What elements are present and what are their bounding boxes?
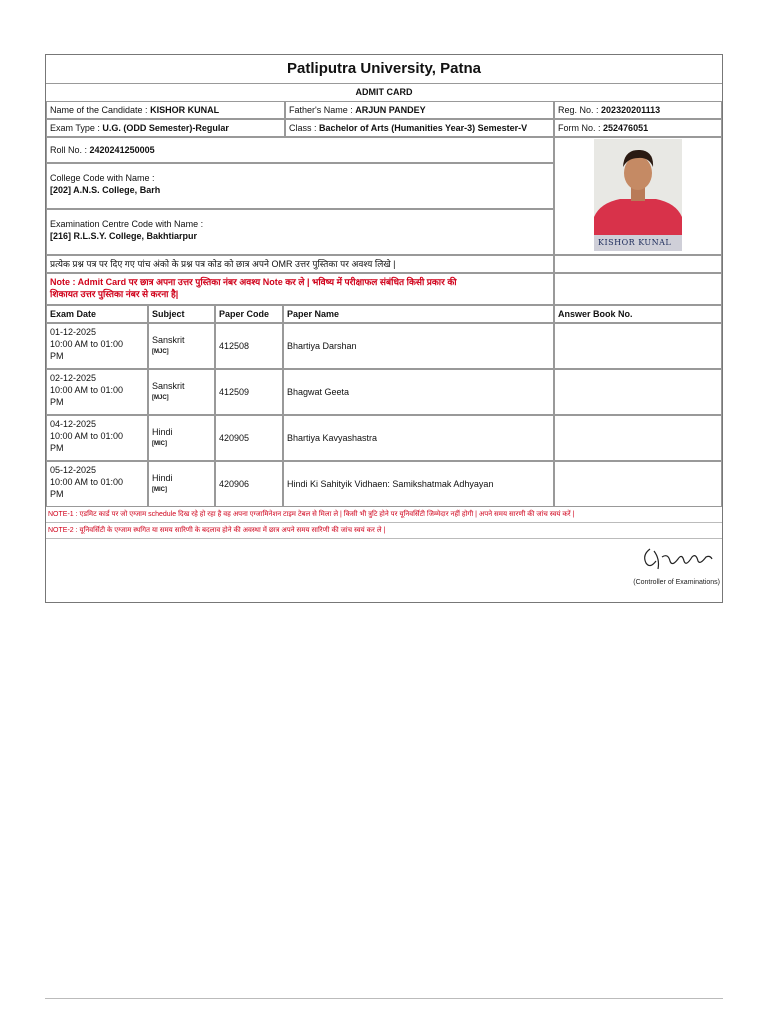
header-paper-name: Paper Name <box>283 305 554 323</box>
candidate-name-cell: Name of the Candidate : KISHOR KUNAL <box>46 101 285 119</box>
centre-name: [216] R.L.S.Y. College, Bakhtiarpur <box>50 231 198 241</box>
admit-card <box>45 54 723 603</box>
table-row-code: 420906 <box>215 461 283 507</box>
note-1: NOTE-1 : एडमिट कार्ड पर जो एग्जाम schedule दिख रहे हो रहा है वह अपना एग्जामिनेशन टाइम टेबल से मिला ले | किसी भी त्रुटि होने पर यूनिवर्सिटी जिम्मेदार नहीं होगी | अपने समय सारणी की जांच स्वयं करें | <box>48 511 575 518</box>
table-row-subject: Sanskrit [MJC] <box>148 323 215 369</box>
answer-book-note: Note : Admit Card पर छात्र अपना उत्तर पुस्तिका नंबर अवश्य Note कर ले | भविष्य में परीक्षाफल संबंधित किसी प्रकार की शिकायत उत्तर पुस्तिका नंबर से करना है| <box>46 273 554 305</box>
note-2: NOTE-2 : यूनिवर्सिटी के एग्जाम स्थगित या समय सारिणी के बदलाव होने की अवस्था में छात्र अपने समय सारिणी की जांच स्वयं कर ले | <box>48 527 386 534</box>
page-footer-line <box>45 998 723 999</box>
notes-divider <box>46 522 722 523</box>
class-cell: Class : Bachelor of Arts (Humanities Year-3) Semester-V <box>285 119 554 137</box>
note-spacer <box>554 273 722 305</box>
exam-type-cell: Exam Type : U.G. (ODD Semester)-Regular <box>46 119 285 137</box>
photo-signature: KISHOR KUNAL <box>598 238 672 247</box>
header-subject: Subject <box>148 305 215 323</box>
notes-divider <box>46 538 722 539</box>
table-row-answer <box>554 415 722 461</box>
table-row-date: 05-12-2025 10:00 AM to 01:00 PM <box>46 461 148 507</box>
table-row-code: 420905 <box>215 415 283 461</box>
admit-card-heading: ADMIT CARD <box>46 83 722 102</box>
form-no: 252476051 <box>603 123 649 133</box>
table-row-subject: Hindi [MIC] <box>148 415 215 461</box>
table-row-code: 412509 <box>215 369 283 415</box>
candidate-photo <box>594 139 682 251</box>
form-no-cell: Form No. : 252476051 <box>554 119 722 137</box>
table-row-answer <box>554 323 722 369</box>
college-name: [202] A.N.S. College, Barh <box>50 185 161 195</box>
table-row-code: 412508 <box>215 323 283 369</box>
father-name-cell: Father's Name : ARJUN PANDEY <box>285 101 554 119</box>
table-row-answer <box>554 369 722 415</box>
roll-no: 2420241250005 <box>89 145 155 155</box>
instruction-line: प्रत्येक प्रश्न पत्र पर दिए गए पांच अंको के प्रश्न पत्र कोड को छात्र अपने OMR उत्तर पुस्तिका पर अवश्य लिखे | <box>46 255 554 273</box>
header-paper-code: Paper Code <box>215 305 283 323</box>
controller-signature <box>638 543 722 573</box>
table-row-answer <box>554 461 722 507</box>
reg-no: 202320201113 <box>601 105 661 115</box>
college-cell: College Code with Name : [202] A.N.S. College, Barh <box>46 163 554 209</box>
instruction-spacer <box>554 255 722 273</box>
table-row-subject: Sanskrit [MJC] <box>148 369 215 415</box>
table-row-subject: Hindi [MIC] <box>148 461 215 507</box>
table-row-paper: Hindi Ki Sahityik Vidhaen: Samikshatmak Adhyayan <box>283 461 554 507</box>
header-exam-date: Exam Date <box>46 305 148 323</box>
reg-no-cell: Reg. No. : 202320201113 <box>554 101 722 119</box>
centre-cell: Examination Centre Code with Name : [216] R.L.S.Y. College, Bakhtiarpur <box>46 209 554 255</box>
candidate-photo-image <box>594 139 682 251</box>
candidate-name: KISHOR KUNAL <box>150 105 220 115</box>
table-row-date: 01-12-2025 10:00 AM to 01:00 PM <box>46 323 148 369</box>
table-row-paper: Bhartiya Darshan <box>283 323 554 369</box>
table-row-date: 04-12-2025 10:00 AM to 01:00 PM <box>46 415 148 461</box>
table-row-date: 02-12-2025 10:00 AM to 01:00 PM <box>46 369 148 415</box>
controller-caption: (Controller of Examinations) <box>633 579 720 586</box>
table-row-paper: Bhartiya Kavyashastra <box>283 415 554 461</box>
father-name: ARJUN PANDEY <box>355 105 426 115</box>
class-value: Bachelor of Arts (Humanities Year-3) Semester-V <box>319 123 528 133</box>
exam-type: U.G. (ODD Semester)-Regular <box>102 123 229 133</box>
table-row-paper: Bhagwat Geeta <box>283 369 554 415</box>
university-title: Patliputra University, Patna <box>46 55 722 84</box>
header-answer-book: Answer Book No. <box>554 305 722 323</box>
roll-no-cell: Roll No. : 2420241250005 <box>46 137 554 163</box>
signature-drawing <box>638 543 722 573</box>
